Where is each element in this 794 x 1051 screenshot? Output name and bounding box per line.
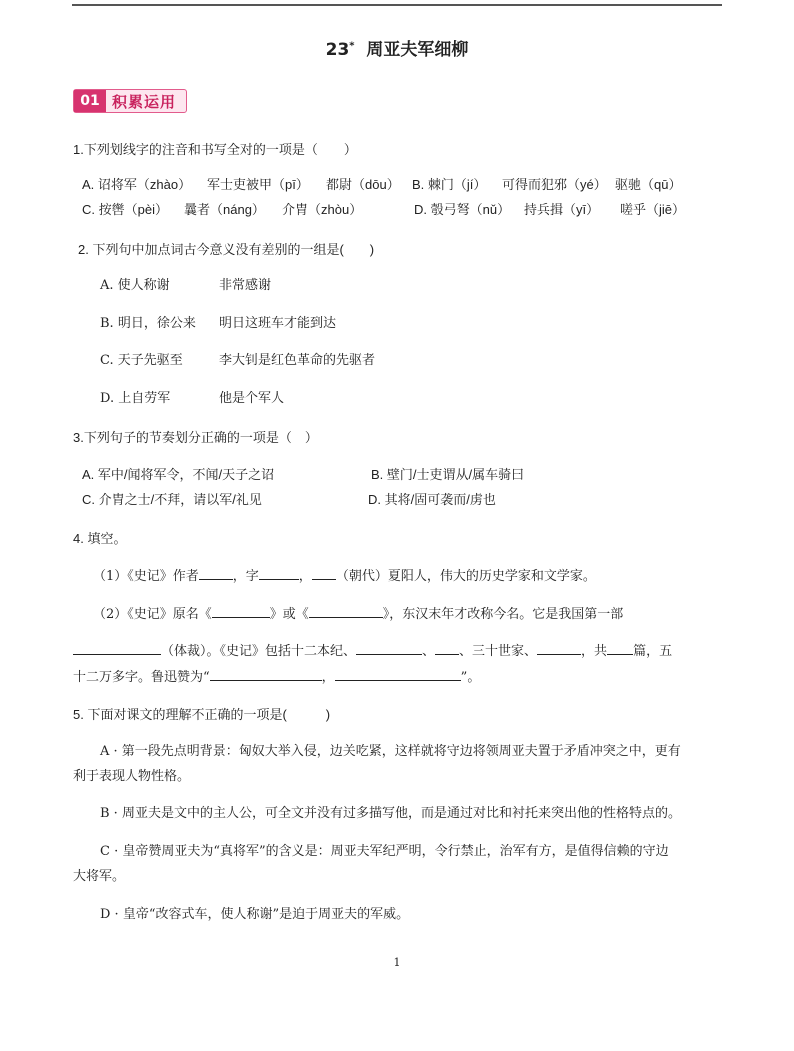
blank-original-name-2[interactable] (309, 605, 383, 618)
q4-l3-text-a: （体裁）。《史记》包括十二本纪、 (161, 644, 357, 659)
q4-l2-text-b: 》或《 (269, 607, 309, 622)
blank-section-1[interactable] (356, 642, 422, 655)
q4-l2-text-a: （2）《史记》原名《 (93, 607, 212, 622)
q2-option-d-ancient: D. 上自劳军 (100, 391, 171, 406)
q4-l3-text-c: 、三十世家、 (459, 644, 538, 659)
q3-option-d: D. 其将/固可袭而/虏也 (368, 492, 496, 507)
blank-genre[interactable] (73, 642, 161, 655)
q2-stem: 2. 下列句中加点词古今意义没有差别的一组是( ) (78, 242, 375, 257)
q4-l4-text-c: ”。 (460, 670, 481, 685)
asterisk-mark: * (349, 40, 355, 52)
q4-l1-text-b: ，字 (232, 569, 259, 584)
q2-option-a-modern: 非常感谢 (219, 278, 272, 293)
q1-option-c2: 曩者（náng） (184, 202, 265, 217)
q1-option-d3: 嗟乎（jiē） (620, 202, 686, 217)
q5-option-b: B · 周亚夫是文中的主人公，可全文并没有过多描写他，而是通过对比和衬托来突出他的性格特点的。 (100, 806, 681, 821)
page-number: 1 (393, 956, 401, 969)
q1-option-b1: B. 棘门（jí） (412, 177, 487, 192)
header-rule (72, 4, 722, 6)
q4-l1-text-d: （朝代）夏阳人，伟大的历史学家和文学家。 (335, 569, 596, 584)
q2-option-c-ancient: C. 天子先驱至 (100, 353, 183, 368)
q5-stem: 5. 下面对课文的理解不正确的一项是( ) (73, 707, 331, 722)
lesson-number: 23 (325, 40, 350, 60)
q4-l1-text-a: （1）《史记》作者 (93, 569, 199, 584)
q4-line-2 (93, 603, 623, 622)
q3-option-a: A. 军中/闻将军令，不闻/天子之诏 (82, 467, 275, 482)
q2-option-b-modern: 明日这班车才能到达 (219, 316, 337, 331)
q4-line-1 (93, 565, 596, 584)
q1-option-c3: 介胄（zhòu） (282, 202, 363, 217)
section-number: 01 (74, 90, 106, 112)
section-badge (73, 89, 187, 113)
q2-option-b-ancient: B. 明日，徐公来 (100, 316, 196, 331)
blank-original-name-1[interactable] (212, 605, 270, 618)
q4-stem: 4. 填空。 (73, 531, 127, 546)
q4-l3-text-e: 篇，五 (633, 644, 673, 659)
q1-option-a1: A. 诏将军（zhào） (82, 177, 192, 192)
q4-l3-text-d: ，共 (581, 644, 608, 659)
q4-l2-text-c: 》，东汉末年才改称今名。它是我国第一部 (382, 607, 624, 622)
q5-option-a-line1: A · 第一段先点明背景：匈奴大举入侵，边关吃紧，这样就将守边将领周亚夫置于矛盾冲突之中，更有 (100, 744, 681, 759)
q4-l1-text-c: ， (298, 569, 312, 584)
blank-dynasty[interactable] (312, 567, 336, 580)
q1-option-d1: D. 彀弓弩（nǔ） (414, 202, 511, 217)
q5-option-c-line2: 大将军。 (73, 869, 126, 884)
q1-option-c1: C. 按辔（pèi） (82, 202, 168, 217)
q1-option-b2: 可得而犯邪（yé） (502, 177, 607, 192)
q3-option-b: B. 壁门/士吏谓从/属车骑曰 (371, 467, 525, 482)
q4-l4-text-a: 十二万多字。鲁迅赞为“ (73, 670, 210, 685)
q3-option-c: C. 介胄之士/不拜，请以军/礼见 (82, 492, 262, 507)
q4-line-3 (73, 640, 672, 659)
q2-option-c-modern: 李大钊是红色革命的先驱者 (219, 353, 376, 368)
q5-option-a-line2: 利于表现人物性格。 (73, 769, 191, 784)
blank-chapter-count[interactable] (607, 642, 633, 655)
section-label: 积累运用 (112, 92, 177, 111)
page-title (0, 35, 794, 60)
blank-praise-1[interactable] (210, 668, 322, 681)
q1-stem: 1.下列划线字的注音和书写全对的一项是（ ） (73, 142, 357, 157)
q4-l3-text-b: 、 (422, 644, 436, 659)
q3-stem: 3.下列句子的节奏划分正确的一项是（ ） (73, 430, 318, 445)
blank-praise-2[interactable] (335, 668, 461, 681)
blank-author[interactable] (199, 567, 233, 580)
q5-option-c-line1: C · 皇帝赞周亚夫为“真将军”的含义是：周亚夫军纪严明，令行禁止，治军有方，是值得信赖的守边 (100, 844, 669, 859)
q1-option-a2: 军士吏被甲（pī） (207, 177, 309, 192)
blank-section-2[interactable] (435, 642, 459, 655)
q4-l4-text-b: ， (321, 670, 335, 685)
q2-option-d-modern: 他是个军人 (219, 391, 285, 406)
q1-option-a3: 都尉（dōu） (326, 177, 400, 192)
q5-option-d: D · 皇帝“改容式车，使人称谢”是迫于周亚夫的军威。 (100, 907, 410, 922)
q2-option-a-ancient: A. 使人称谢 (100, 278, 170, 293)
q1-option-b3: 驱驰（qū） (615, 177, 682, 192)
blank-section-3[interactable] (537, 642, 581, 655)
q4-line-4 (73, 666, 480, 685)
lesson-title: 周亚夫军细柳 (366, 40, 469, 60)
blank-courtesy-name[interactable] (259, 567, 299, 580)
q1-option-d2: 持兵揖（yī） (524, 202, 600, 217)
